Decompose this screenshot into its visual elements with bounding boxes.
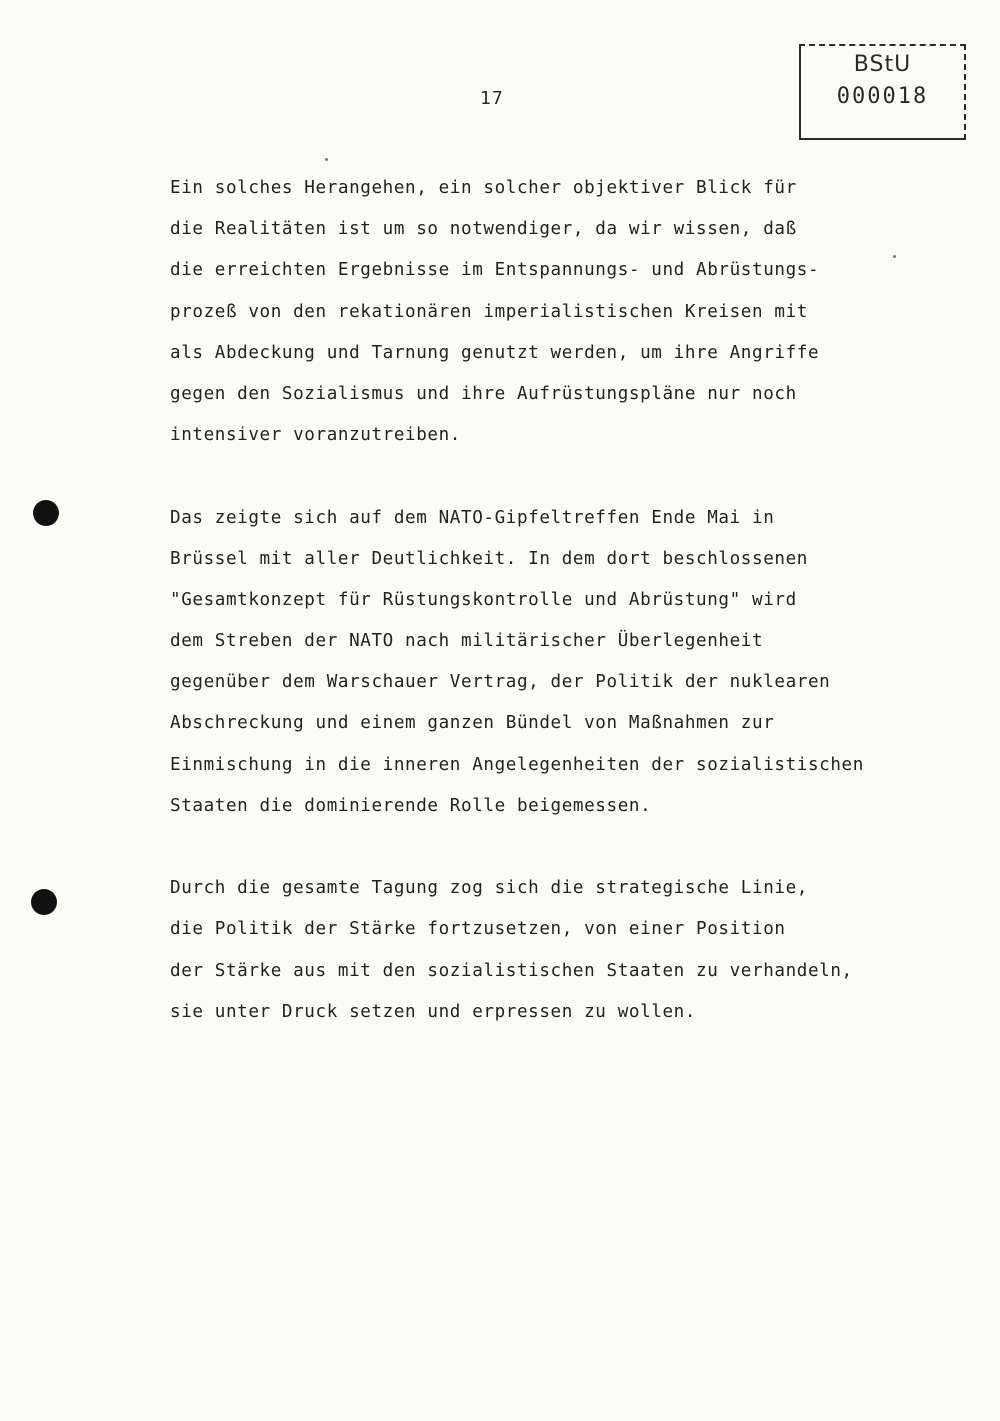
text-line: als Abdeckung und Tarnung genutzt werden, um ihre Angriffe xyxy=(170,342,820,363)
margin-dot-marker xyxy=(33,500,59,526)
text-line: dem Streben der NATO nach militärischer Überlegenheit xyxy=(170,631,764,652)
text-line: die erreichten Ergebnisse im Entspannungs- und Abrüstungs- xyxy=(170,260,820,281)
document-body xyxy=(170,176,960,1082)
stamp-organization: BStU xyxy=(853,52,912,77)
text-line: Abschreckung und einem ganzen Bündel von Maßnahmen zur xyxy=(170,713,775,734)
stamp-number: 000018 xyxy=(836,84,929,109)
text-line: "Gesamtkonzept für Rüstungskontrolle und Abrüstung" wird xyxy=(170,589,797,610)
text-line: Ein solches Herangehen, ein solcher objektiver Blick für xyxy=(170,178,797,198)
text-line: Staaten die dominierende Rolle beigemessen. xyxy=(170,795,652,816)
text-line: die Realitäten ist um so notwendiger, da wir wissen, daß xyxy=(170,219,797,240)
paragraph-1 xyxy=(170,176,960,464)
paragraph-3 xyxy=(170,876,960,1041)
text-line: intensiver voranzutreiben. xyxy=(170,425,462,446)
page-number: 17 xyxy=(480,88,504,109)
paper-speck xyxy=(325,158,328,161)
text-line: prozeß von den rekationären imperialistischen Kreisen mit xyxy=(170,301,808,322)
text-line: Einmischung in die inneren Angelegenheiten der sozialistischen xyxy=(170,754,864,775)
text-line: die Politik der Stärke fortzusetzen, von einer Position xyxy=(170,919,786,940)
text-line: Brüssel mit aller Deutlichkeit. In dem dort beschlossenen xyxy=(170,548,808,569)
paragraph-2 xyxy=(170,506,960,836)
archive-stamp xyxy=(799,44,966,140)
text-line: gegen den Sozialismus und ihre Aufrüstungspläne nur noch xyxy=(170,383,797,404)
text-line: gegenüber dem Warschauer Vertrag, der Politik der nuklearen xyxy=(170,672,831,693)
text-line: Durch die gesamte Tagung zog sich die strategische Linie, xyxy=(170,878,808,899)
text-line: sie unter Druck setzen und erpressen zu wollen. xyxy=(170,1001,697,1022)
text-line: der Stärke aus mit den sozialistischen Staaten zu verhandeln, xyxy=(170,960,853,981)
margin-dot-marker xyxy=(31,889,57,915)
text-line: Das zeigte sich auf dem NATO-Gipfeltreffen Ende Mai in xyxy=(170,507,775,528)
